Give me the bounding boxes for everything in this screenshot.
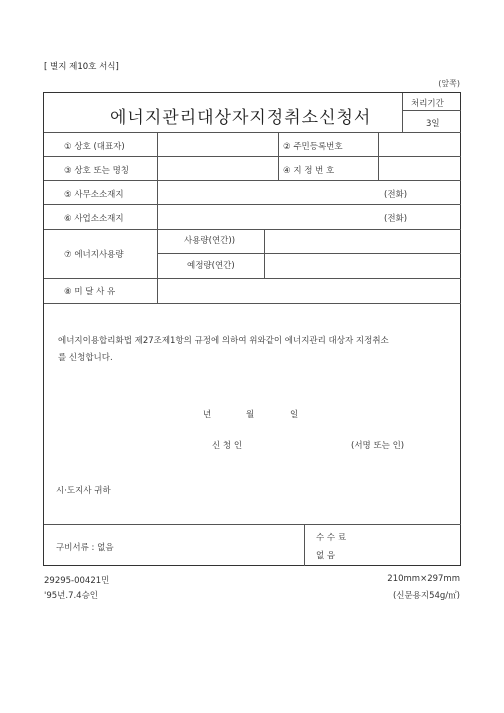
approval-date: '95년.7.4승인 bbox=[44, 591, 99, 601]
col-divider bbox=[304, 524, 305, 566]
row-divider bbox=[44, 132, 461, 133]
row-divider bbox=[44, 180, 461, 181]
processing-period-label: 처리기간 bbox=[411, 99, 444, 109]
form-number: [ 별지 제10호 서식] bbox=[44, 62, 119, 72]
form-code: 29295-00421민 bbox=[44, 576, 110, 586]
office-phone-label: (전화) bbox=[384, 190, 408, 200]
site-address-label: ⑥ 사업소소재지 bbox=[64, 214, 124, 224]
row-divider bbox=[44, 303, 461, 304]
resident-number-label: ② 주민등록번호 bbox=[283, 142, 343, 152]
row-divider bbox=[44, 524, 461, 525]
row-divider bbox=[44, 278, 461, 279]
required-documents: 구비서류 : 없음 bbox=[56, 543, 114, 553]
processing-period-value: 3일 bbox=[426, 119, 440, 129]
date-month: 월 bbox=[246, 410, 255, 420]
col-divider bbox=[157, 132, 158, 303]
statement-line-1: 에너지이용합리화법 제27조제1항의 규정에 의하여 위와같이 에너지관리 대상자 지정취소 bbox=[58, 336, 389, 346]
company-name-label: ③ 상호 또는 명칭 bbox=[64, 166, 129, 176]
row-divider bbox=[157, 253, 461, 254]
shortfall-reason-label: ⑧ 미 달 사 유 bbox=[64, 287, 116, 297]
row-divider bbox=[44, 204, 461, 205]
paper-type: (신문용지54g/㎡) bbox=[392, 591, 460, 601]
form-title: 에너지관리대상자지정취소신청서 bbox=[110, 108, 372, 128]
annual-usage-label: 사용량(연간)) bbox=[184, 236, 236, 246]
row-divider bbox=[44, 229, 461, 230]
row-divider bbox=[44, 156, 461, 157]
date-day: 일 bbox=[290, 410, 299, 420]
signature-label: (서명 또는 인) bbox=[351, 441, 405, 451]
business-name-label: ① 상호 (대표자) bbox=[64, 142, 125, 152]
col-divider bbox=[378, 132, 379, 180]
annual-expected-label: 예정량(연간) bbox=[187, 261, 235, 271]
applicant-label: 신 청 인 bbox=[212, 441, 243, 451]
col-divider bbox=[264, 229, 265, 278]
office-address-label: ⑤ 사무소소재지 bbox=[64, 190, 124, 200]
statement-line-2: 를 신청합니다. bbox=[58, 353, 113, 363]
col-divider bbox=[402, 93, 403, 132]
row-divider bbox=[402, 110, 461, 111]
paper-size: 210mm×297mm bbox=[387, 574, 460, 584]
date-year: 년 bbox=[203, 410, 212, 420]
fee-label: 수 수 료 bbox=[316, 533, 347, 543]
energy-usage-label: ⑦ 에너지사용량 bbox=[64, 250, 124, 260]
recipient-label: 시·도지사 귀하 bbox=[56, 486, 111, 496]
site-phone-label: (전화) bbox=[384, 214, 408, 224]
col-divider bbox=[278, 132, 279, 180]
page-side-label: (앞쪽) bbox=[438, 79, 460, 88]
fee-value: 없 음 bbox=[316, 551, 336, 561]
designation-number-label: ④ 지 정 번 호 bbox=[283, 166, 335, 176]
